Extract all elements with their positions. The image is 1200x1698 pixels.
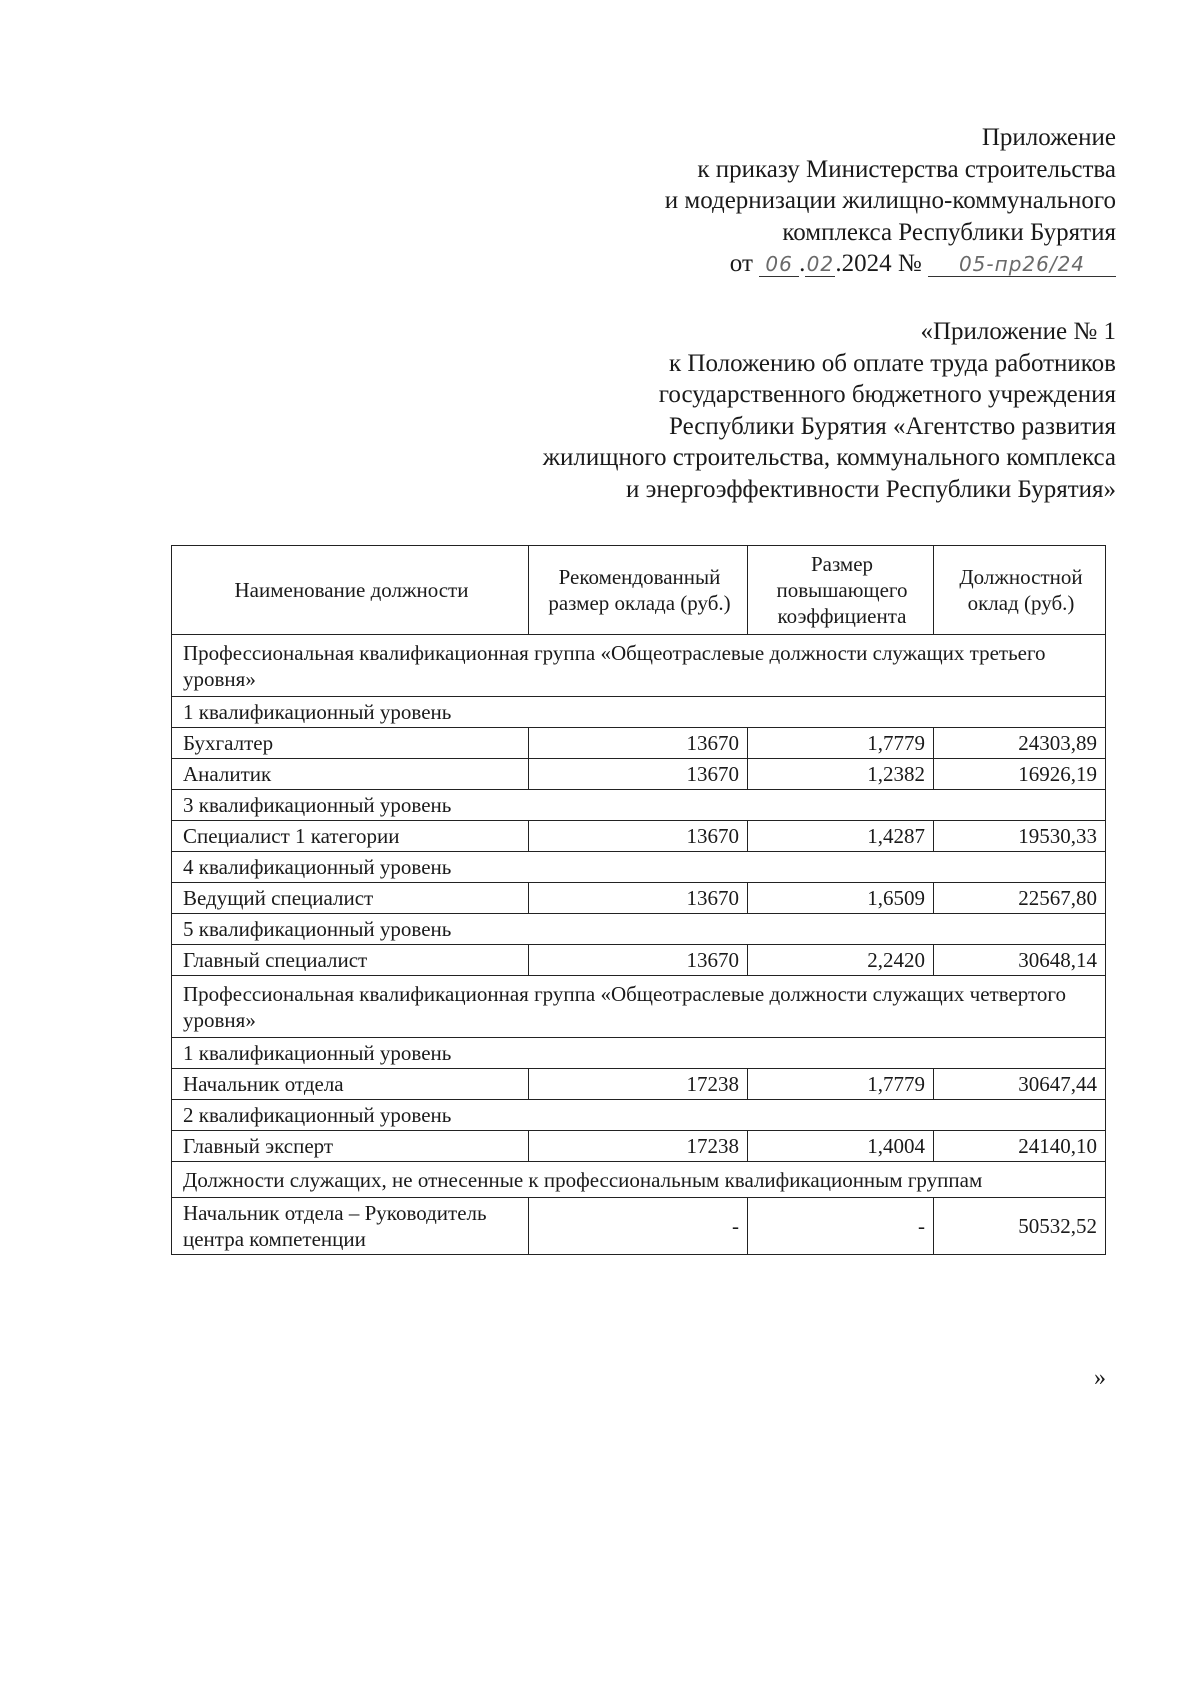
salary-table (171, 545, 1106, 1255)
coefficient-cell: 1,4004 (748, 1131, 934, 1162)
official-salary-cell: 16926,19 (934, 759, 1106, 790)
official-salary-cell: 24140,10 (934, 1131, 1106, 1162)
appendix-header-line: государственного бюджетного учреждения (658, 381, 1116, 408)
table-row (172, 1131, 1106, 1162)
column-header-coefficient: Размер повышающего коэффициента (748, 546, 934, 635)
group-title: Профессиональная квалификационная группа «Общеотраслевые должности служащих третьего уровня» (172, 635, 1106, 697)
level-row (172, 697, 1106, 728)
group-title: Профессиональная квалификационная группа «Общеотраслевые должности служащих четвертого уровня» (172, 976, 1106, 1038)
position-name-cell: Ведущий специалист (172, 883, 529, 914)
order-header (665, 122, 1116, 280)
base-salary-cell: 13670 (529, 821, 748, 852)
appendix-header-line: жилищного строительства, коммунального комплекса (542, 444, 1116, 471)
official-salary-cell: 50532,52 (934, 1198, 1106, 1255)
level-row (172, 852, 1106, 883)
official-salary-cell: 30648,14 (934, 945, 1106, 976)
base-salary-cell: - (529, 1198, 748, 1255)
position-name-cell: Специалист 1 категории (172, 821, 529, 852)
table-row (172, 883, 1106, 914)
coefficient-cell: - (748, 1198, 934, 1255)
order-header-line: Приложение (981, 124, 1116, 151)
order-header-line: к приказу Министерства строительства (697, 155, 1116, 183)
table-header-row (172, 546, 1106, 635)
base-salary-cell: 13670 (529, 945, 748, 976)
appendix-header-line: Республики Бурятия «Агентство развития (669, 412, 1116, 440)
coefficient-cell: 1,4287 (748, 821, 934, 852)
date-prefix: от (729, 250, 753, 277)
base-salary-cell: 17238 (529, 1069, 748, 1100)
order-header-line: и модернизации жилищно-коммунального (664, 187, 1116, 214)
official-salary-cell: 30647,44 (934, 1069, 1106, 1100)
position-name-cell: Аналитик (172, 759, 529, 790)
table-body (172, 635, 1106, 1255)
appendix-header-line: к Положению об оплате труда работников (669, 349, 1116, 377)
base-salary-cell: 13670 (529, 728, 748, 759)
group-row (172, 1162, 1106, 1198)
official-salary-cell: 24303,89 (934, 728, 1106, 759)
column-header-base-salary: Рекомендованный размер оклада (руб.) (529, 546, 748, 635)
appendix-header-line: «Приложение № 1 (920, 318, 1116, 345)
date-month-handwritten: 02 (806, 252, 835, 276)
doc-number-handwritten: 05-пр26/24 (928, 252, 1116, 277)
base-salary-cell: 17238 (529, 1131, 748, 1162)
column-header-official-salary: Должностной оклад (руб.) (934, 546, 1106, 635)
closing-quote: » (1094, 1365, 1106, 1391)
official-salary-cell: 19530,33 (934, 821, 1106, 852)
level-title: 1 квалификационный уровень (172, 1038, 1106, 1069)
table-row (172, 728, 1106, 759)
appendix-header (543, 316, 1116, 505)
group-row (172, 635, 1106, 697)
date-day-handwritten: 06 (759, 252, 799, 277)
level-row (172, 1100, 1106, 1131)
coefficient-cell: 1,7779 (748, 728, 934, 759)
official-salary-cell: 22567,80 (934, 883, 1106, 914)
coefficient-cell: 2,2420 (748, 945, 934, 976)
order-date-line: от 06 .02.2024 № 05-пр26/24 (665, 248, 1116, 280)
date-year: .2024 № (835, 250, 922, 277)
group-title: Должности служащих, не отнесенные к профессиональным квалификационным группам (172, 1162, 1106, 1198)
base-salary-cell: 13670 (529, 759, 748, 790)
appendix-header-line: и энергоэффективности Республики Бурятия» (626, 475, 1116, 503)
position-name-cell: Главный специалист (172, 945, 529, 976)
level-title: 2 квалификационный уровень (172, 1100, 1106, 1131)
position-name-cell: Начальник отдела (172, 1069, 529, 1100)
position-name-cell: Начальник отдела – Руководитель центра компетенции (172, 1198, 529, 1255)
position-name-cell: Бухгалтер (172, 728, 529, 759)
level-title: 1 квалификационный уровень (172, 697, 1106, 728)
table-row (172, 945, 1106, 976)
order-header-line: комплекса Республики Бурятия (782, 218, 1116, 246)
position-name-cell: Главный эксперт (172, 1131, 529, 1162)
level-title: 5 квалификационный уровень (172, 914, 1106, 945)
table-row (172, 1198, 1106, 1255)
table-row (172, 821, 1106, 852)
level-row (172, 1038, 1106, 1069)
coefficient-cell: 1,2382 (748, 759, 934, 790)
coefficient-cell: 1,6509 (748, 883, 934, 914)
column-header-position: Наименование должности (172, 546, 529, 635)
level-row (172, 790, 1106, 821)
group-row (172, 976, 1106, 1038)
table-row (172, 759, 1106, 790)
level-row (172, 914, 1106, 945)
table-row (172, 1069, 1106, 1100)
level-title: 4 квалификационный уровень (172, 852, 1106, 883)
level-title: 3 квалификационный уровень (172, 790, 1106, 821)
base-salary-cell: 13670 (529, 883, 748, 914)
coefficient-cell: 1,7779 (748, 1069, 934, 1100)
